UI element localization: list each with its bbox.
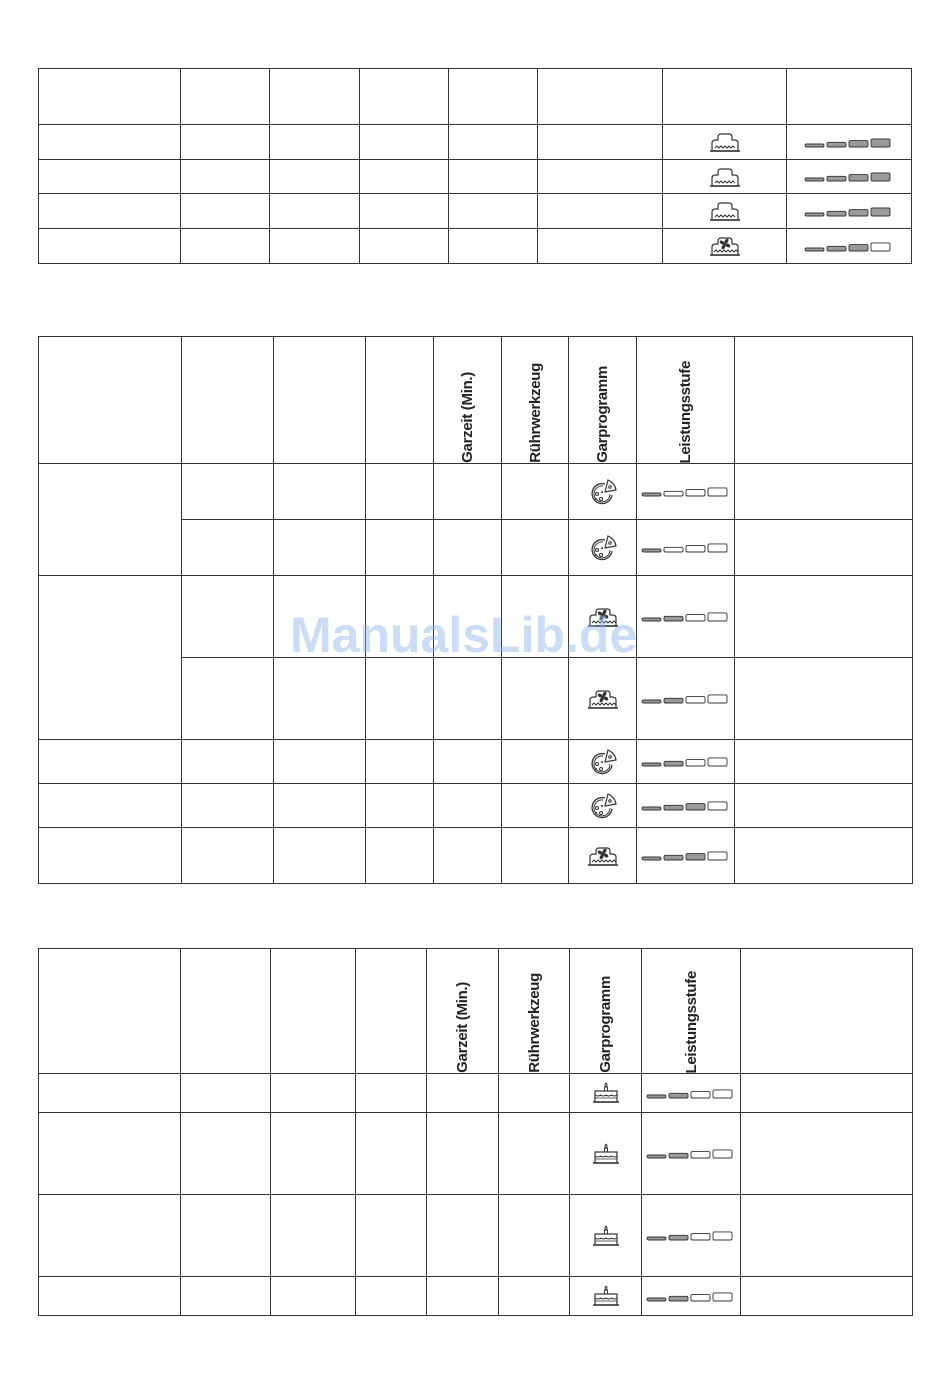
program-cell (569, 784, 637, 828)
power-level-bar (641, 848, 731, 862)
power-segment (664, 856, 683, 861)
power-segment (669, 1296, 688, 1301)
power-segment (849, 209, 868, 215)
power-segment (708, 488, 727, 496)
power-segment (686, 490, 705, 496)
power-segment (664, 617, 683, 622)
table-row (39, 1113, 913, 1195)
power-segment (642, 857, 661, 860)
power-segment (871, 243, 890, 251)
power-segment (691, 1294, 710, 1300)
top-heat-icon (709, 200, 741, 222)
power-cell (787, 160, 912, 194)
power-segment (664, 699, 683, 704)
header-cook-time: Garzeit (Min.) (459, 372, 476, 463)
cake-icon (592, 1284, 620, 1308)
program-cell (569, 464, 637, 520)
fan-heat-icon (709, 235, 741, 257)
header-stirrer: Rührwerkzeug (526, 363, 544, 463)
cake-icon (592, 1224, 620, 1248)
table-row (39, 828, 913, 884)
power-segment (669, 1154, 688, 1159)
power-segment (827, 211, 846, 216)
power-cell (637, 784, 735, 828)
power-segment (849, 140, 868, 146)
program-cell (663, 125, 787, 160)
program-cell (663, 194, 787, 229)
table-row (39, 464, 913, 520)
fan-heat-icon (587, 688, 619, 710)
power-cell (637, 658, 735, 740)
table-row (39, 1074, 913, 1113)
pizza-icon (588, 478, 618, 506)
power-segment (642, 807, 661, 810)
power-segment (827, 142, 846, 147)
power-level-bar (804, 135, 894, 149)
power-segment (805, 178, 824, 181)
power-segment (827, 177, 846, 182)
power-segment (647, 1095, 666, 1098)
power-level-bar (641, 754, 731, 768)
top-heat-icon (709, 166, 741, 188)
program-cell (569, 658, 637, 740)
pizza-icon (588, 748, 618, 776)
power-segment (686, 615, 705, 621)
table-row (39, 229, 912, 264)
power-segment (647, 1155, 666, 1158)
table-row (39, 160, 912, 194)
power-segment (713, 1090, 732, 1098)
table-row (39, 194, 912, 229)
power-cell (637, 576, 735, 658)
header-stirrer: Rührwerkzeug (525, 973, 543, 1073)
power-segment (664, 806, 683, 811)
table-row (39, 740, 913, 784)
power-segment (642, 493, 661, 496)
power-segment (708, 758, 727, 766)
power-segment (691, 1234, 710, 1240)
power-segment (708, 695, 727, 703)
header-power: Leistungsstufe (677, 360, 694, 463)
table-3 (38, 948, 913, 1316)
table-row (39, 125, 912, 160)
table-row (39, 1277, 913, 1316)
power-segment (713, 1150, 732, 1158)
power-segment (664, 548, 683, 553)
power-segment (871, 173, 890, 181)
power-segment (708, 852, 727, 860)
table-2-header (39, 337, 913, 464)
power-level-bar (641, 484, 731, 498)
power-segment (691, 1091, 710, 1097)
table-3-header (39, 949, 913, 1074)
power-segment (664, 762, 683, 767)
power-cell (642, 1074, 741, 1113)
power-segment (805, 144, 824, 147)
power-level-bar (641, 691, 731, 705)
power-segment (849, 175, 868, 181)
power-cell (637, 828, 735, 884)
power-level-bar (641, 798, 731, 812)
program-cell (570, 1074, 642, 1113)
power-segment (686, 760, 705, 766)
power-segment (669, 1093, 688, 1098)
program-cell (569, 828, 637, 884)
header-program: Garprogramm (597, 976, 614, 1073)
program-cell (663, 229, 787, 264)
power-segment (642, 549, 661, 552)
table-1-header (39, 69, 912, 125)
power-segment (708, 613, 727, 621)
power-segment (647, 1298, 666, 1301)
power-cell (642, 1113, 741, 1195)
power-level-bar (646, 1228, 736, 1242)
pizza-icon (588, 534, 618, 562)
program-cell (569, 740, 637, 784)
power-segment (642, 618, 661, 621)
power-segment (642, 700, 661, 703)
power-level-bar (804, 239, 894, 253)
power-level-bar (804, 169, 894, 183)
program-cell (570, 1195, 642, 1277)
header-power: Leistungsstufe (682, 970, 700, 1073)
power-cell (787, 125, 912, 160)
power-segment (871, 208, 890, 216)
power-level-bar (646, 1086, 736, 1100)
power-level-bar (646, 1146, 736, 1160)
header-cook-time: Garzeit (Min.) (454, 982, 471, 1073)
watermark: ManualsLib.de (290, 607, 638, 663)
header-program: Garprogramm (594, 366, 611, 463)
power-segment (805, 248, 824, 251)
power-level-bar (641, 540, 731, 554)
program-cell (663, 160, 787, 194)
power-segment (691, 1152, 710, 1158)
power-segment (713, 1232, 732, 1240)
power-cell (637, 464, 735, 520)
power-segment (664, 492, 683, 497)
power-segment (805, 213, 824, 216)
power-cell (787, 194, 912, 229)
power-segment (642, 763, 661, 766)
power-cell (787, 229, 912, 264)
program-cell (570, 1277, 642, 1316)
fan-heat-icon (587, 845, 619, 867)
power-segment (647, 1237, 666, 1240)
power-segment (686, 854, 705, 860)
power-level-bar (804, 204, 894, 218)
power-level-bar (646, 1289, 736, 1303)
top-heat-icon (709, 131, 741, 153)
table-row (39, 1195, 913, 1277)
power-segment (827, 246, 846, 251)
table-1 (38, 68, 912, 264)
program-cell (570, 1113, 642, 1195)
power-segment (849, 244, 868, 250)
power-segment (708, 544, 727, 552)
power-segment (669, 1236, 688, 1241)
power-cell (637, 740, 735, 784)
program-cell (569, 520, 637, 576)
table-row (39, 784, 913, 828)
power-segment (871, 139, 890, 147)
power-segment (708, 802, 727, 810)
power-segment (713, 1293, 732, 1301)
power-segment (686, 804, 705, 810)
power-cell (642, 1277, 741, 1316)
power-cell (637, 520, 735, 576)
power-level-bar (641, 609, 731, 623)
power-segment (686, 697, 705, 703)
cake-icon (592, 1081, 620, 1105)
cake-icon (592, 1142, 620, 1166)
power-cell (642, 1195, 741, 1277)
pizza-icon (588, 792, 618, 820)
power-segment (686, 546, 705, 552)
